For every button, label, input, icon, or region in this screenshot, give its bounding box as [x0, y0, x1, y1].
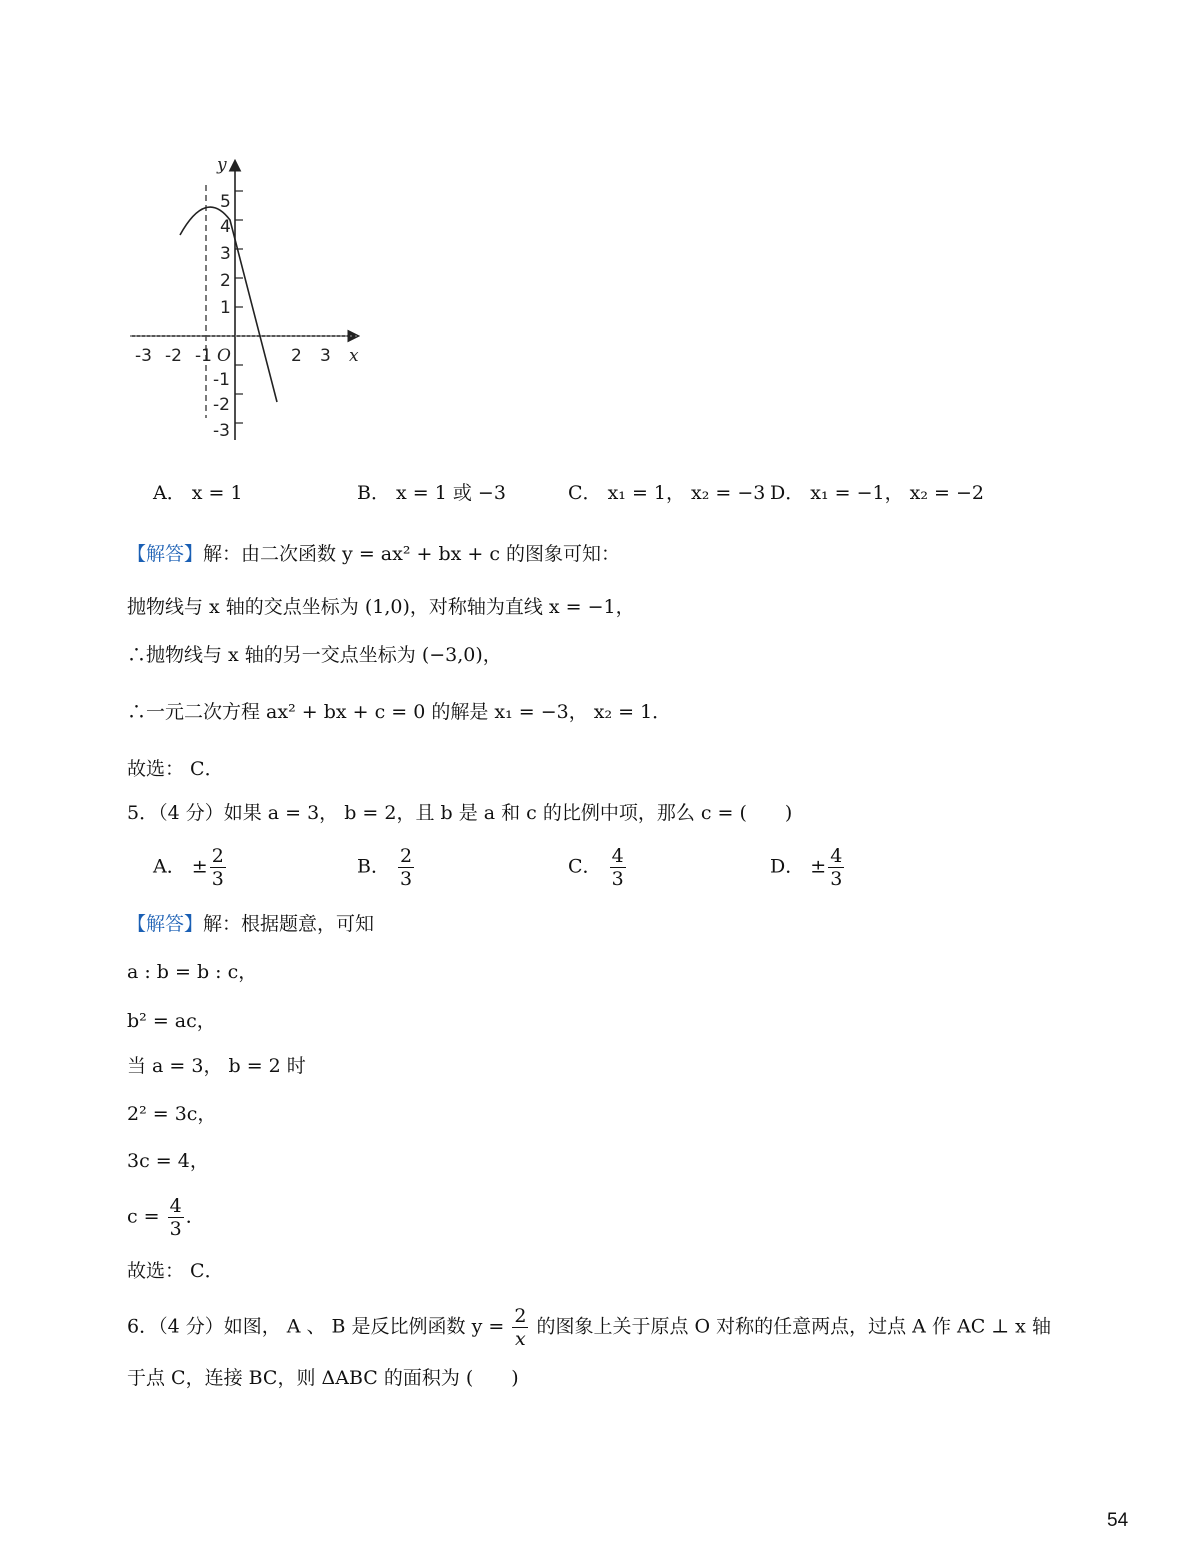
fraction: [398, 845, 414, 890]
q6-stem-line2: 于点 C，连接 BC，则 ΔABC 的面积为 ( ): [127, 1367, 519, 1389]
q5-choice: 故选： C．: [127, 1260, 224, 1282]
q5-option-b[interactable]: [357, 845, 416, 890]
fraction: [610, 845, 626, 890]
origin-label: O: [217, 346, 231, 366]
x-tick-label: 2: [291, 346, 302, 366]
y-axis-label: y: [217, 155, 227, 175]
stem-text: 6．（4 分）如图， A 、 B 是反比例函数 y =: [127, 1315, 505, 1338]
q5-solution-line1: [127, 910, 374, 938]
q5-stem: 5．（4 分）如果 a = 3， b = 2，且 b 是 a 和 c 的比例中项，那么 c = ( ): [127, 802, 793, 824]
option-label: A．: [153, 855, 186, 878]
option-text: x₁ = −1， x₂ = −2: [810, 482, 984, 504]
x-axis-label: x: [349, 346, 359, 366]
fraction: [828, 845, 844, 890]
option-label: D．: [770, 482, 805, 504]
q6-stem-line1: [127, 1305, 1051, 1350]
q5-step2: b² = ac，: [127, 1010, 216, 1032]
q4-solution-line3: ∴抛物线与 x 轴的另一交点坐标为 (−3,0)，: [127, 644, 502, 666]
x-tick-label: -2: [165, 346, 182, 366]
q5-option-c[interactable]: [568, 845, 628, 890]
q4-option-a[interactable]: [153, 478, 243, 505]
option-text: x₁ = 1， x₂ = −3: [607, 482, 766, 504]
option-text: x = 1: [191, 482, 243, 504]
option-label: B．: [357, 855, 390, 878]
y-tick-label: 3: [220, 244, 231, 264]
parabola-graph: [125, 150, 370, 450]
period: ．: [185, 1205, 205, 1228]
y-tick-label: 1: [220, 298, 231, 318]
numerator: 4: [830, 845, 843, 867]
numerator: 2: [400, 845, 413, 867]
y-tick-label: 2: [220, 271, 231, 291]
numerator: 4: [169, 1195, 182, 1217]
option-text: x = 1 或 −3: [396, 482, 506, 504]
plus-minus: ±: [191, 855, 208, 878]
q4-option-b[interactable]: [357, 478, 506, 505]
y-tick-label: -2: [213, 395, 230, 415]
fraction: [210, 845, 226, 890]
option-label: C．: [568, 482, 602, 504]
q5-step3: 当 a = 3， b = 2 时: [127, 1055, 306, 1077]
q5-step5: 3c = 4，: [127, 1150, 209, 1172]
y-tick-label: 4: [220, 217, 231, 237]
q5-step1: a : b = b : c，: [127, 961, 258, 983]
option-label: A．: [153, 482, 186, 504]
y-tick-label: -3: [213, 421, 230, 441]
q4-option-c[interactable]: [568, 478, 765, 505]
y-tick-label: 5: [220, 192, 231, 212]
denominator: 3: [611, 868, 624, 890]
solution-tag: 【解答】: [127, 543, 204, 565]
y-tick-label: -1: [213, 370, 230, 390]
solution-text: 解：由二次函数 y = ax² + bx + c 的图象可知：: [203, 543, 621, 565]
numerator: 2: [211, 845, 224, 867]
option-label: B．: [357, 482, 390, 504]
q4-solution-line4: ∴一元二次方程 ax² + bx + c = 0 的解是 x₁ = −3， x₂ = 1．: [127, 701, 672, 723]
q4-solution-line1: [127, 540, 620, 568]
solution-text: 解：根据题意，可知: [203, 913, 375, 935]
page-number: 54: [1107, 1510, 1129, 1531]
numerator: 2: [514, 1305, 527, 1327]
fraction: [168, 1195, 184, 1240]
q5-option-d[interactable]: [770, 845, 846, 890]
option-label: C．: [568, 855, 602, 878]
q4-choice: 故选： C．: [127, 758, 224, 780]
q4-option-d[interactable]: [770, 478, 984, 505]
denominator: 3: [400, 868, 413, 890]
denominator: 3: [211, 868, 224, 890]
q5-step6: [127, 1195, 205, 1240]
plus-minus: ±: [810, 855, 827, 878]
option-label: D．: [770, 855, 805, 878]
numerator: 4: [611, 845, 624, 867]
solution-tag: 【解答】: [127, 913, 204, 935]
q5-option-a[interactable]: [153, 845, 228, 890]
equation-lhs: c =: [127, 1205, 160, 1228]
x-tick-label: -1: [195, 346, 212, 366]
q5-step4: 2² = 3c，: [127, 1103, 217, 1125]
denominator: 3: [830, 868, 843, 890]
x-tick-label: 3: [320, 346, 331, 366]
fraction: [512, 1305, 528, 1350]
q4-solution-line2: 抛物线与 x 轴的交点坐标为 (1,0)，对称轴为直线 x = −1，: [127, 596, 635, 618]
denominator: 3: [169, 1218, 182, 1240]
stem-text: 的图象上关于原点 O 对称的任意两点，过点 A 作 AC ⊥ x 轴: [536, 1315, 1051, 1338]
x-tick-label: -3: [135, 346, 152, 366]
denominator: x: [515, 1328, 526, 1350]
